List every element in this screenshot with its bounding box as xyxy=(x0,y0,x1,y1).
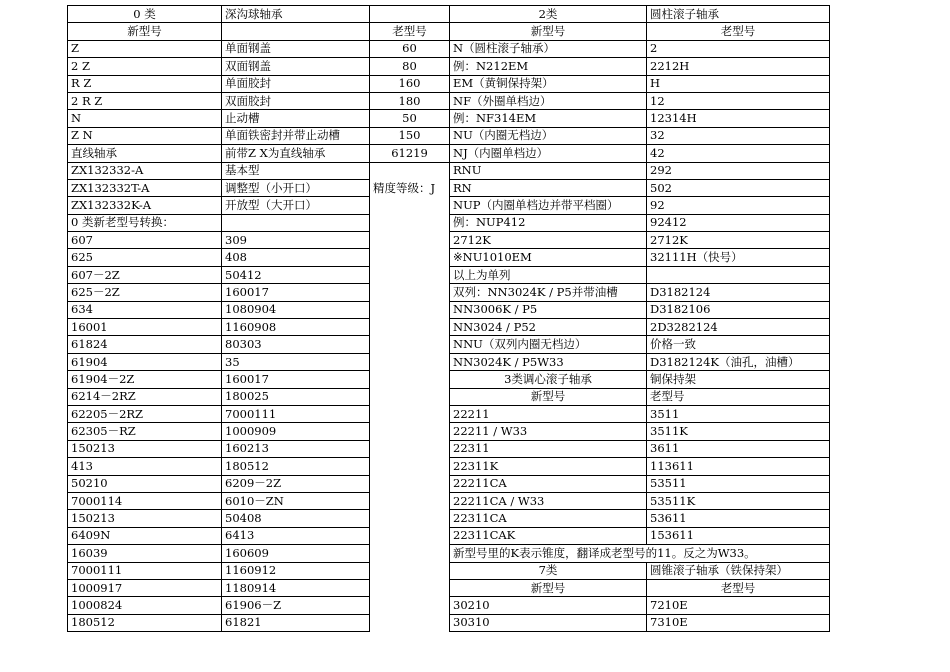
cell-type2-old-model: 2212H xyxy=(647,58,830,75)
cell-old-model xyxy=(370,492,450,509)
cell-type2-old-model: 113611 xyxy=(647,458,830,475)
table-row xyxy=(68,145,830,162)
cell-type2-new-model: 22211 xyxy=(450,405,647,422)
cell-description: 基本型 xyxy=(222,162,370,179)
cell-old-model xyxy=(370,301,450,318)
cell-description: 1160912 xyxy=(222,562,370,579)
cell-new-model: 180512 xyxy=(68,614,222,631)
cell-description: 160609 xyxy=(222,545,370,562)
cell-old-model xyxy=(370,162,450,179)
cell-type2-new-model: NN3006K / P5 xyxy=(450,301,647,318)
table-row xyxy=(68,232,830,249)
cell-description: 前带Z X为直线轴承 xyxy=(222,145,370,162)
table-row xyxy=(68,440,830,457)
cell-description: 单面胶封 xyxy=(222,75,370,92)
cell-description: 180512 xyxy=(222,458,370,475)
cell-old-model xyxy=(370,336,450,353)
cell-new-model: 6409N xyxy=(68,527,222,544)
table-row xyxy=(68,6,830,23)
cell-old-model xyxy=(370,284,450,301)
table-row xyxy=(68,92,830,109)
cell-type2-new-model: 2类 xyxy=(450,6,647,23)
cell-old-model xyxy=(370,510,450,527)
cell-type2-old-model: 12 xyxy=(647,92,830,109)
cell-old-model xyxy=(370,440,450,457)
cell-old-model xyxy=(370,579,450,596)
cell-description: 6209－2Z xyxy=(222,475,370,492)
table-row xyxy=(68,562,830,579)
cell-description: 双面钢盖 xyxy=(222,58,370,75)
cell-new-model: 1000824 xyxy=(68,597,222,614)
cell-type2-new-model: 2712K xyxy=(450,232,647,249)
cell-new-model: ZX132332T-A xyxy=(68,179,222,196)
table-row xyxy=(68,179,830,196)
cell-type2-new-model: 新型号 xyxy=(450,23,647,40)
cell-old-model xyxy=(370,405,450,422)
cell-new-model: 625－2Z xyxy=(68,284,222,301)
cell-description: 1080904 xyxy=(222,301,370,318)
cell-type2-new-model: ※NU1010EM xyxy=(450,249,647,266)
cell-description: 1180914 xyxy=(222,579,370,596)
cell-description: 单面铁密封并带止动槽 xyxy=(222,127,370,144)
cell-type2-new-model: 22211CA xyxy=(450,475,647,492)
cell-type2-new-model: 7类 xyxy=(450,562,647,579)
cell-type2-old-model: D3182124K（油孔，油槽） xyxy=(647,353,830,370)
cell-new-model: R Z xyxy=(68,75,222,92)
cell-description: 开放型（大开口） xyxy=(222,197,370,214)
cell-type2-old-model: 2D3282124 xyxy=(647,319,830,336)
cell-old-model xyxy=(370,458,450,475)
cell-type2-old-model: 92412 xyxy=(647,214,830,231)
cell-description: 7000111 xyxy=(222,405,370,422)
cell-old-model xyxy=(370,6,450,23)
cell-old-model xyxy=(370,214,450,231)
cell-description: 6413 xyxy=(222,527,370,544)
cell-old-model xyxy=(370,597,450,614)
cell-type2-old-model: 292 xyxy=(647,162,830,179)
table-row xyxy=(68,353,830,370)
cell-old-model xyxy=(370,266,450,283)
cell-description: 深沟球轴承 xyxy=(222,6,370,23)
cell-new-model: 直线轴承 xyxy=(68,145,222,162)
cell-new-model: 150213 xyxy=(68,510,222,527)
cell-description: 160017 xyxy=(222,371,370,388)
cell-description: 80303 xyxy=(222,336,370,353)
cell-type2-new-model: NNU（双列内圈无档边） xyxy=(450,336,647,353)
cell-type2-old-model: 32 xyxy=(647,127,830,144)
cell-type2-new-model: 新型号 xyxy=(450,579,647,596)
cell-type2-old-model: 53611 xyxy=(647,510,830,527)
cell-type2-new-model: 双列：NN3024K / P5并带油槽 xyxy=(450,284,647,301)
cell-old-model: 61219 xyxy=(370,145,450,162)
cell-type2-new-model: NU（内圈无档边） xyxy=(450,127,647,144)
cell-type2-new-model: 30210 xyxy=(450,597,647,614)
cell-type2-old-model: 老型号 xyxy=(647,388,830,405)
cell-type2-new-model: NF（外圈单档边） xyxy=(450,92,647,109)
cell-description: 50408 xyxy=(222,510,370,527)
table-row xyxy=(68,197,830,214)
cell-new-model: N xyxy=(68,110,222,127)
table-row xyxy=(68,319,830,336)
cell-type2-old-model: 53511K xyxy=(647,492,830,509)
cell-type2-old-model: 153611 xyxy=(647,527,830,544)
cell-type2-new-model: 30310 xyxy=(450,614,647,631)
table-row xyxy=(68,127,830,144)
table-row xyxy=(68,579,830,596)
cell-old-model xyxy=(370,319,450,336)
cell-old-model xyxy=(370,475,450,492)
cell-old-model: 150 xyxy=(370,127,450,144)
cell-description: 止动槽 xyxy=(222,110,370,127)
table-row xyxy=(68,423,830,440)
cell-description xyxy=(222,214,370,231)
cell-type2-old-model: D3182124 xyxy=(647,284,830,301)
cell-type2-new-model: NN3024 / P52 xyxy=(450,319,647,336)
cell-new-model: 607 xyxy=(68,232,222,249)
cell-new-model: 61904 xyxy=(68,353,222,370)
cell-new-model: 607－2Z xyxy=(68,266,222,283)
table-row xyxy=(68,527,830,544)
table-body xyxy=(68,6,830,632)
cell-type2-new-model: 以上为单列 xyxy=(450,266,647,283)
table-row xyxy=(68,284,830,301)
cell-type2-new-model: 例：NF314EM xyxy=(450,110,647,127)
cell-new-model: 150213 xyxy=(68,440,222,457)
cell-description: 1160908 xyxy=(222,319,370,336)
cell-type2-old-model: 圆锥滚子轴承（铁保持架） xyxy=(647,562,830,579)
cell-type2-new-model: EM（黄铜保持架） xyxy=(450,75,647,92)
cell-new-model: 新型号 xyxy=(68,23,222,40)
cell-new-model: 0 类 xyxy=(68,6,222,23)
table-row xyxy=(68,249,830,266)
cell-new-model: 61904－2Z xyxy=(68,371,222,388)
cell-new-model: 2 R Z xyxy=(68,92,222,109)
cell-new-model: Z xyxy=(68,40,222,57)
cell-old-model xyxy=(370,388,450,405)
table-row xyxy=(68,23,830,40)
cell-type2-new-model: N（圆柱滚子轴承） xyxy=(450,40,647,57)
cell-old-model: 50 xyxy=(370,110,450,127)
cell-type2-old-model: 3611 xyxy=(647,440,830,457)
cell-type2-old-model: 2 xyxy=(647,40,830,57)
cell-description: 50412 xyxy=(222,266,370,283)
cell-old-model xyxy=(370,545,450,562)
cell-type2-old-model: 53511 xyxy=(647,475,830,492)
cell-new-model: ZX132332-A xyxy=(68,162,222,179)
cell-type2-old-model: 老型号 xyxy=(647,23,830,40)
cell-new-model: 6214－2RZ xyxy=(68,388,222,405)
table-row xyxy=(68,597,830,614)
table-row xyxy=(68,58,830,75)
cell-type2-old-model xyxy=(647,266,830,283)
cell-new-model: 62205－2RZ xyxy=(68,405,222,422)
cell-type2-old-model: 92 xyxy=(647,197,830,214)
cell-new-model: 7000111 xyxy=(68,562,222,579)
cell-description: 双面胶封 xyxy=(222,92,370,109)
cell-type2-old-model: 2712K xyxy=(647,232,830,249)
cell-type2-new-model: 3类调心滚子轴承 xyxy=(450,371,647,388)
table-row xyxy=(68,110,830,127)
cell-description: 6010－ZN xyxy=(222,492,370,509)
table-row xyxy=(68,371,830,388)
cell-type2-new-model: RN xyxy=(450,179,647,196)
cell-type2-new-model: NJ（内圈单档边） xyxy=(450,145,647,162)
table-row xyxy=(68,40,830,57)
table-row xyxy=(68,492,830,509)
cell-old-model xyxy=(370,232,450,249)
cell-type2-new-model: 22311 xyxy=(450,440,647,457)
cell-description: 180025 xyxy=(222,388,370,405)
cell-type2-new-model: NN3024K / P5W33 xyxy=(450,353,647,370)
cell-description: 调整型（小开口） xyxy=(222,179,370,196)
cell-type2-old-model: 32111H（快号） xyxy=(647,249,830,266)
cell-old-model: 160 xyxy=(370,75,450,92)
cell-new-model: 16039 xyxy=(68,545,222,562)
cell-type2-new-model: 例：N212EM xyxy=(450,58,647,75)
cell-type2-old-model: 7210E xyxy=(647,597,830,614)
cell-description: 61821 xyxy=(222,614,370,631)
cell-type2-new-model: 22211 / W33 xyxy=(450,423,647,440)
cell-new-model: 2 Z xyxy=(68,58,222,75)
cell-old-model xyxy=(370,353,450,370)
cell-type2-new-model: 新型号里的K表示锥度，翻译成老型号的11。反之为W33。 xyxy=(450,545,830,562)
cell-new-model: Z N xyxy=(68,127,222,144)
cell-type2-old-model: 42 xyxy=(647,145,830,162)
table-row xyxy=(68,510,830,527)
cell-type2-old-model: 7310E xyxy=(647,614,830,631)
bearing-model-table xyxy=(67,5,830,632)
table-row xyxy=(68,162,830,179)
cell-type2-new-model: NUP（内圈单档边并带平档圈） xyxy=(450,197,647,214)
table-row xyxy=(68,301,830,318)
cell-type2-old-model: 3511 xyxy=(647,405,830,422)
cell-old-model xyxy=(370,249,450,266)
cell-type2-new-model: RNU xyxy=(450,162,647,179)
cell-new-model: 50210 xyxy=(68,475,222,492)
table-row xyxy=(68,336,830,353)
cell-new-model: 625 xyxy=(68,249,222,266)
cell-type2-old-model: 502 xyxy=(647,179,830,196)
cell-old-model xyxy=(370,423,450,440)
cell-new-model: 0 类新老型号转换： xyxy=(68,214,222,231)
cell-description: 160213 xyxy=(222,440,370,457)
cell-type2-old-model: 12314H xyxy=(647,110,830,127)
cell-description: 61906－Z xyxy=(222,597,370,614)
cell-type2-old-model: 圆柱滚子轴承 xyxy=(647,6,830,23)
table-row xyxy=(68,614,830,631)
table-row xyxy=(68,214,830,231)
table-row xyxy=(68,458,830,475)
cell-description xyxy=(222,23,370,40)
cell-old-model xyxy=(370,371,450,388)
cell-description: 单面钢盖 xyxy=(222,40,370,57)
cell-type2-new-model: 22211CA / W33 xyxy=(450,492,647,509)
cell-old-model: 精度等级：J xyxy=(370,179,450,196)
cell-description: 1000909 xyxy=(222,423,370,440)
cell-new-model: ZX132332K-A xyxy=(68,197,222,214)
cell-description: 160017 xyxy=(222,284,370,301)
cell-old-model: 60 xyxy=(370,40,450,57)
cell-new-model: 16001 xyxy=(68,319,222,336)
cell-type2-old-model: 价格一致 xyxy=(647,336,830,353)
table-row xyxy=(68,545,830,562)
cell-type2-new-model: 22311CAK xyxy=(450,527,647,544)
cell-type2-new-model: 22311CA xyxy=(450,510,647,527)
cell-type2-old-model: D3182106 xyxy=(647,301,830,318)
cell-new-model: 62305－RZ xyxy=(68,423,222,440)
cell-type2-old-model: 铜保持架 xyxy=(647,371,830,388)
cell-old-model: 180 xyxy=(370,92,450,109)
cell-old-model: 老型号 xyxy=(370,23,450,40)
cell-old-model xyxy=(370,527,450,544)
cell-old-model: 80 xyxy=(370,58,450,75)
table-row xyxy=(68,75,830,92)
cell-description: 408 xyxy=(222,249,370,266)
cell-new-model: 634 xyxy=(68,301,222,318)
table-row xyxy=(68,405,830,422)
cell-type2-new-model: 22311K xyxy=(450,458,647,475)
cell-new-model: 7000114 xyxy=(68,492,222,509)
cell-old-model xyxy=(370,197,450,214)
cell-type2-old-model: 3511K xyxy=(647,423,830,440)
cell-old-model xyxy=(370,614,450,631)
table-row xyxy=(68,266,830,283)
cell-description: 309 xyxy=(222,232,370,249)
cell-description: 35 xyxy=(222,353,370,370)
cell-type2-new-model: 例：NUP412 xyxy=(450,214,647,231)
table-row xyxy=(68,475,830,492)
cell-old-model xyxy=(370,562,450,579)
cell-new-model: 1000917 xyxy=(68,579,222,596)
cell-new-model: 413 xyxy=(68,458,222,475)
table-row xyxy=(68,388,830,405)
cell-new-model: 61824 xyxy=(68,336,222,353)
cell-type2-old-model: 老型号 xyxy=(647,579,830,596)
cell-type2-old-model: H xyxy=(647,75,830,92)
cell-type2-new-model: 新型号 xyxy=(450,388,647,405)
